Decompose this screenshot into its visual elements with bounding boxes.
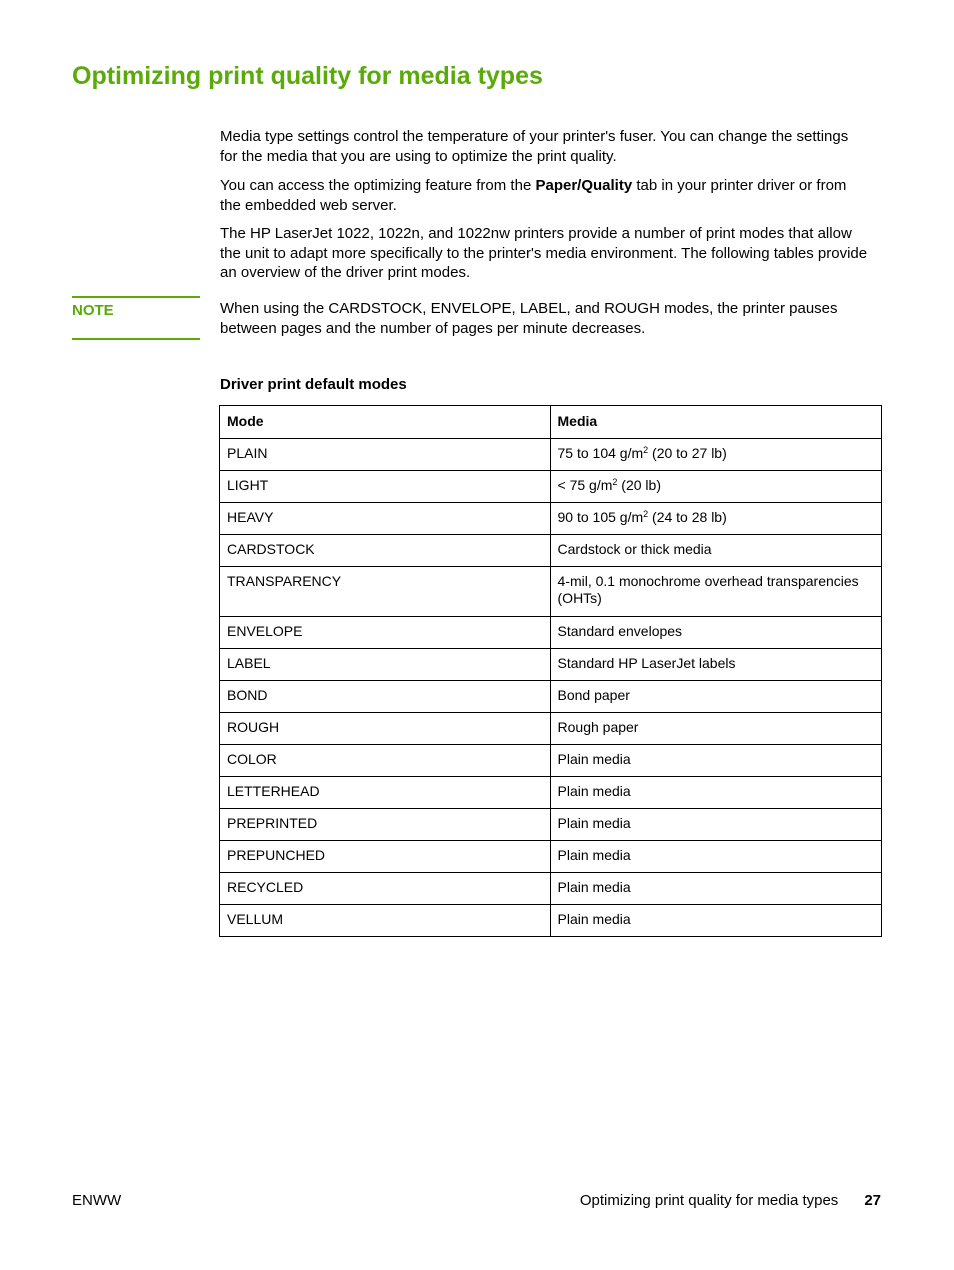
- table-row: [220, 873, 882, 905]
- page-number: 27: [864, 1192, 881, 1209]
- table-header-row: [220, 406, 882, 439]
- table-row: [220, 567, 882, 617]
- mode-cell: BOND: [220, 681, 551, 713]
- media-cell: Rough paper: [550, 713, 881, 745]
- table-row: [220, 681, 882, 713]
- table-row: [220, 905, 882, 937]
- media-cell: Bond paper: [550, 681, 881, 713]
- media-cell: Standard HP LaserJet labels: [550, 649, 881, 681]
- table-row: [220, 471, 882, 503]
- mode-cell: PREPUNCHED: [220, 841, 551, 873]
- superscript: 2: [643, 445, 649, 455]
- media-cell: Plain media: [550, 841, 881, 873]
- footer-left: ENWW: [72, 1192, 122, 1209]
- media-text: 75 to 104 g/m: [557, 445, 644, 461]
- media-cell: Standard envelopes: [550, 617, 881, 649]
- media-text-end: (24 to 28 lb): [648, 509, 727, 525]
- print-modes-paragraph: The HP LaserJet 1022, 1022n, and 1022nw printers provide a number of print modes that allow the unit to adapt more specifically to the printer's media environment. The following tables provide an overview of the driver print modes.: [220, 225, 868, 281]
- note-label: NOTE: [72, 302, 114, 319]
- mode-cell: VELLUM: [220, 905, 551, 937]
- paper-quality-tab-name: Paper/Quality: [535, 177, 633, 194]
- media-cell: Cardstock or thick media: [550, 535, 881, 567]
- access-text-start: You can access the optimizing feature from the: [220, 177, 536, 194]
- media-cell: Plain media: [550, 873, 881, 905]
- table-row: [220, 503, 882, 535]
- mode-cell: COLOR: [220, 745, 551, 777]
- table-row: [220, 713, 882, 745]
- media-cell: Plain media: [550, 809, 881, 841]
- mode-cell: CARDSTOCK: [220, 535, 551, 567]
- table-row: [220, 649, 882, 681]
- mode-cell: LIGHT: [220, 471, 551, 503]
- media-cell: Plain media: [550, 777, 881, 809]
- media-cell: [550, 503, 881, 535]
- header-media: Media: [550, 406, 881, 439]
- media-cell: Plain media: [550, 745, 881, 777]
- access-text-end: tab in your printer driver or from the embedded web server.: [220, 177, 847, 214]
- mode-cell: TRANSPARENCY: [220, 567, 551, 617]
- header-mode: Mode: [220, 406, 551, 439]
- media-cell: Plain media: [550, 905, 881, 937]
- media-cell: 4-mil, 0.1 monochrome overhead transparencies (OHTs): [550, 567, 881, 617]
- print-modes-table: [219, 405, 882, 937]
- footer-section-title: Optimizing print quality for media types: [579, 1192, 839, 1209]
- note-box: [72, 296, 200, 340]
- mode-cell: RECYCLED: [220, 873, 551, 905]
- table-row: [220, 745, 882, 777]
- access-paragraph: [220, 176, 868, 215]
- mode-cell: PREPRINTED: [220, 809, 551, 841]
- note-text: When using the CARDSTOCK, ENVELOPE, LABEL, and ROUGH modes, the printer pauses between pages and the number of pages per minute decreases.: [220, 300, 838, 337]
- mode-cell: ENVELOPE: [220, 617, 551, 649]
- superscript: 2: [643, 509, 649, 519]
- table-caption: Driver print default modes: [220, 376, 407, 393]
- table-row: [220, 439, 882, 471]
- mode-cell: LABEL: [220, 649, 551, 681]
- table-row: [220, 777, 882, 809]
- superscript: 2: [612, 477, 618, 487]
- media-cell: [550, 439, 881, 471]
- table-row: [220, 809, 882, 841]
- footer-right: [580, 1192, 881, 1209]
- mode-cell: LETTERHEAD: [220, 777, 551, 809]
- media-text: 90 to 105 g/m: [557, 509, 644, 525]
- table-row: [220, 535, 882, 567]
- media-text-end: (20 to 27 lb): [648, 445, 727, 461]
- media-text: < 75 g/m: [557, 477, 613, 493]
- media-text-end: (20 lb): [617, 477, 661, 493]
- page-title: Optimizing print quality for media types: [72, 62, 543, 90]
- table-row: [220, 841, 882, 873]
- media-cell: [550, 471, 881, 503]
- mode-cell: PLAIN: [220, 439, 551, 471]
- mode-cell: HEAVY: [220, 503, 551, 535]
- mode-cell: ROUGH: [220, 713, 551, 745]
- table-row: [220, 617, 882, 649]
- intro-paragraph: Media type settings control the temperature of your printer's fuser. You can change the settings for the media that you are using to optimize the print quality.: [220, 128, 849, 165]
